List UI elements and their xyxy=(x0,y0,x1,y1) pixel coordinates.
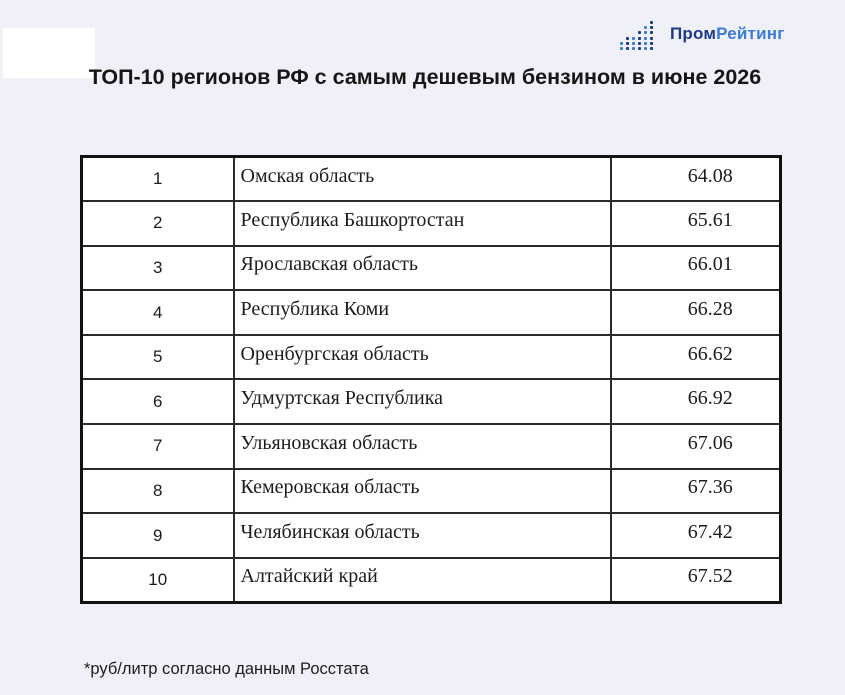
price-cell xyxy=(611,379,781,424)
region-cell xyxy=(234,246,611,291)
region-name: Оренбургская область xyxy=(240,342,429,365)
region-name: Республика Коми xyxy=(240,298,390,321)
logo-dot xyxy=(626,42,629,45)
price-cell xyxy=(611,335,781,380)
logo-dot xyxy=(650,37,653,40)
logo-dot xyxy=(638,37,641,40)
table-row xyxy=(82,379,781,424)
brand-name xyxy=(670,24,785,44)
table-row xyxy=(82,290,781,335)
logo-dot xyxy=(644,42,647,45)
logo-dot xyxy=(638,47,641,50)
logo-dot xyxy=(620,47,623,50)
region-name: Удмуртская Республика xyxy=(240,387,443,410)
rank-cell: 3 xyxy=(82,246,234,291)
logo-dot xyxy=(650,42,653,45)
rank-cell: 6 xyxy=(82,379,234,424)
logo-dot xyxy=(650,47,653,50)
logo-dot xyxy=(650,26,653,29)
price-cell xyxy=(611,424,781,469)
brand-name-part1: Пром xyxy=(670,24,717,43)
brand-logo xyxy=(618,16,785,52)
brand-name-part2: Рейтинг xyxy=(716,24,785,43)
region-name: Омская область xyxy=(240,164,375,187)
price-cell xyxy=(611,290,781,335)
price-cell xyxy=(611,558,781,603)
table-row xyxy=(82,157,781,202)
price-value: 67.42 xyxy=(687,521,733,544)
region-cell xyxy=(234,469,611,514)
rank-cell: 9 xyxy=(82,513,234,558)
region-cell xyxy=(234,379,611,424)
logo-dot xyxy=(632,37,635,40)
price-value: 66.92 xyxy=(687,387,733,410)
logo-dot xyxy=(638,31,641,34)
ranking-table xyxy=(80,155,782,604)
price-cell xyxy=(611,201,781,246)
logo-dot xyxy=(644,31,647,34)
bar-dots-logo-icon xyxy=(618,17,656,51)
region-cell xyxy=(234,290,611,335)
price-cell xyxy=(611,513,781,558)
price-value: 67.52 xyxy=(687,565,733,588)
price-value: 67.36 xyxy=(687,476,733,499)
region-name: Кемеровская область xyxy=(240,476,420,499)
table-row xyxy=(82,335,781,380)
logo-dot xyxy=(632,47,635,50)
region-name: Алтайский край xyxy=(240,565,378,588)
price-value: 65.61 xyxy=(687,208,733,231)
region-cell xyxy=(234,335,611,380)
rank-cell: 1 xyxy=(82,157,234,202)
price-value: 66.01 xyxy=(687,253,733,276)
region-name: Челябинская область xyxy=(240,521,420,544)
region-cell xyxy=(234,558,611,603)
price-value: 67.06 xyxy=(687,431,733,454)
logo-dot xyxy=(644,37,647,40)
logo-dot xyxy=(650,31,653,34)
blank-white-patch xyxy=(3,28,95,78)
region-cell xyxy=(234,513,611,558)
rank-cell: 10 xyxy=(82,558,234,603)
logo-dot xyxy=(650,21,653,24)
logo-dot xyxy=(644,47,647,50)
logo-dot xyxy=(638,42,641,45)
logo-dot xyxy=(644,26,647,29)
region-cell xyxy=(234,157,611,202)
rank-cell: 4 xyxy=(82,290,234,335)
region-name: Ульяновская область xyxy=(240,431,418,454)
footnote: *руб/литр согласно данным Росстата xyxy=(84,660,369,678)
rank-cell: 2 xyxy=(82,201,234,246)
table-row xyxy=(82,201,781,246)
table-row xyxy=(82,424,781,469)
price-value: 66.62 xyxy=(687,342,733,365)
price-cell xyxy=(611,246,781,291)
logo-dot xyxy=(632,42,635,45)
table-row xyxy=(82,469,781,514)
ranking-table-body xyxy=(82,157,781,603)
rank-cell: 7 xyxy=(82,424,234,469)
region-name: Республика Башкортостан xyxy=(240,208,465,231)
region-cell xyxy=(234,201,611,246)
price-value: 64.08 xyxy=(687,164,733,187)
table-row xyxy=(82,558,781,603)
logo-dot xyxy=(626,47,629,50)
price-cell xyxy=(611,469,781,514)
page-title: ТОП-10 регионов РФ с самым дешевым бензином в июне 2026 xyxy=(88,65,762,89)
table-row xyxy=(82,513,781,558)
rank-cell: 5 xyxy=(82,335,234,380)
price-cell xyxy=(611,157,781,202)
logo-dot xyxy=(626,37,629,40)
logo-dot xyxy=(620,42,623,45)
region-name: Ярославская область xyxy=(240,253,419,276)
table-row xyxy=(82,246,781,291)
price-value: 66.28 xyxy=(687,298,733,321)
rank-cell: 8 xyxy=(82,469,234,514)
region-cell xyxy=(234,424,611,469)
